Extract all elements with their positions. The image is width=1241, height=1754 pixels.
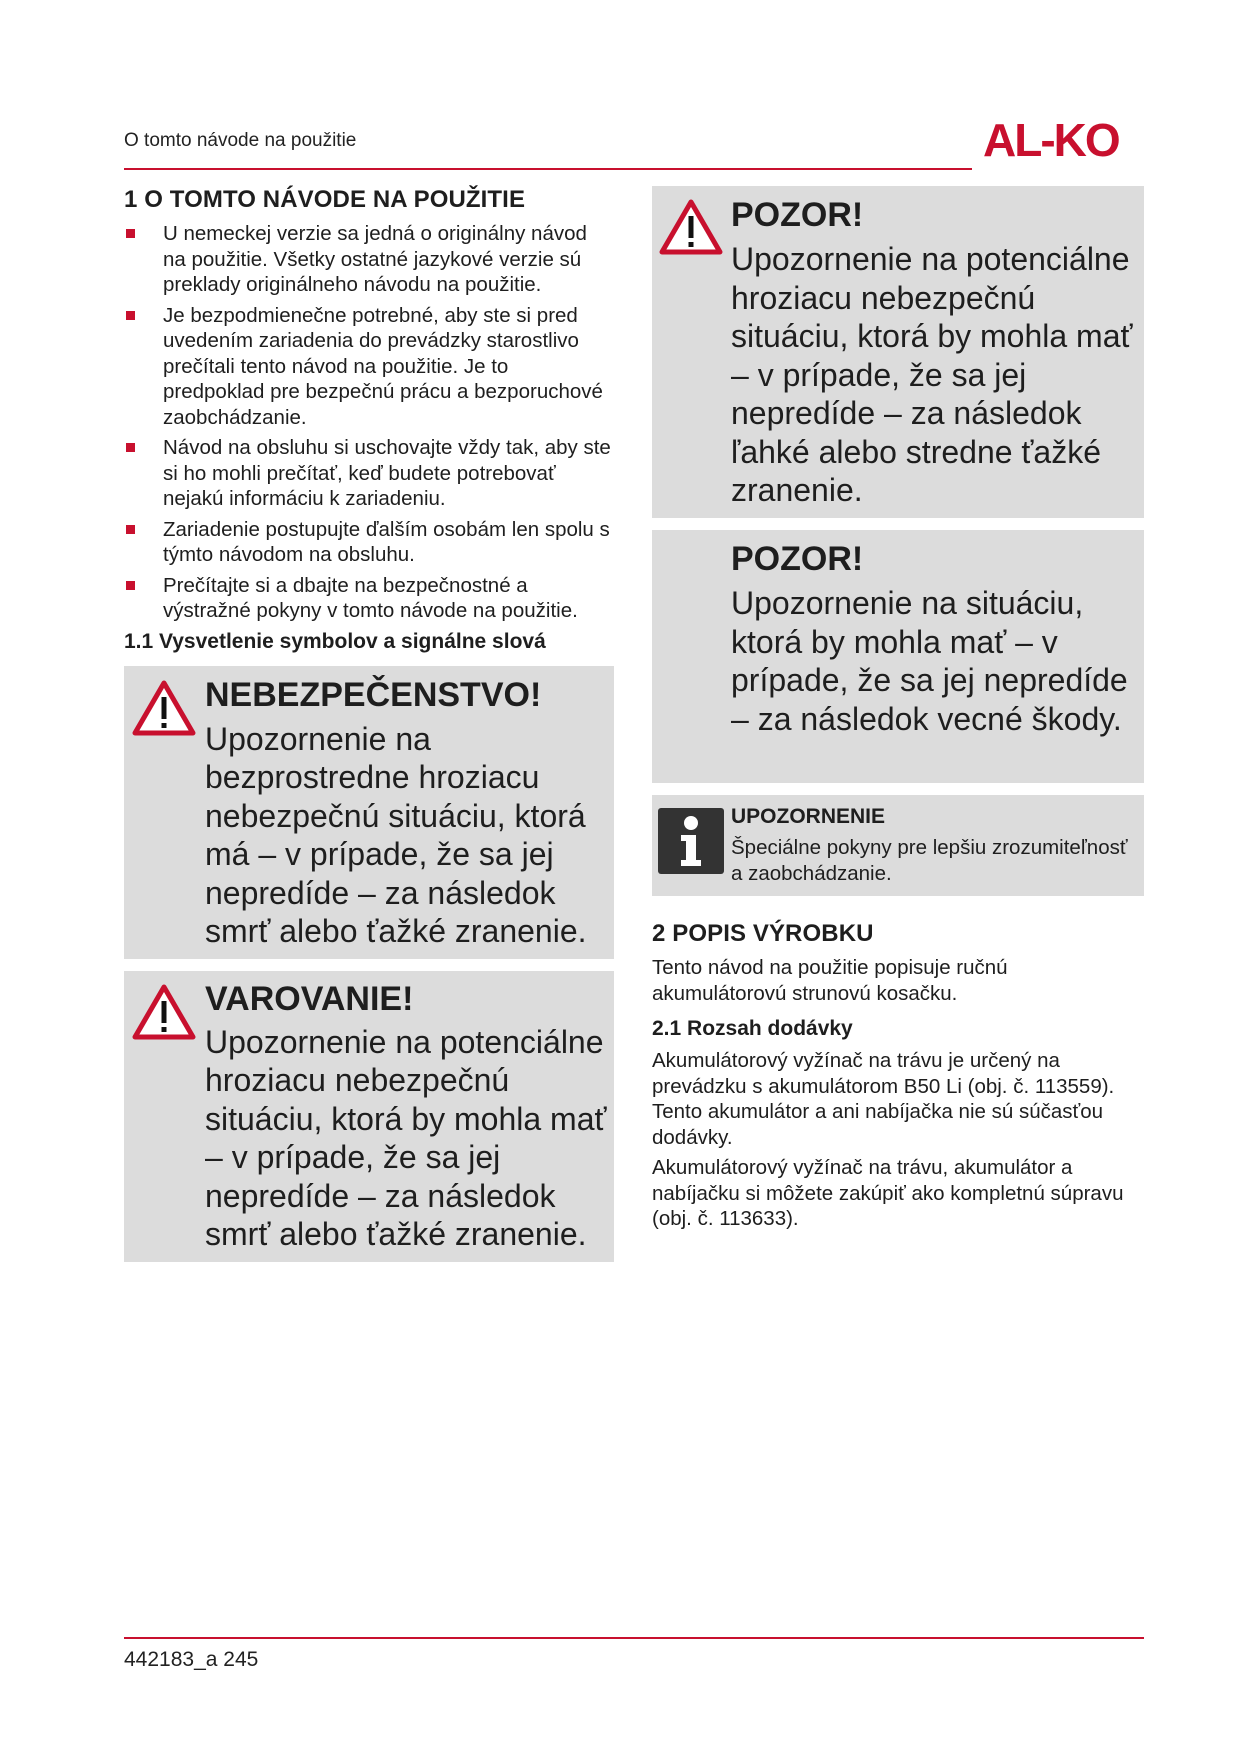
caution-title: POZOR!	[731, 196, 864, 234]
bullet-item	[124, 303, 614, 431]
caution-text: Upozornenie na potenciálne hroziacu nebezpečnú situáciu, ktorá by mohla mať – v prípade, že sa jej nepredíde – za následok ľahké alebo stredne ťažké zranenie.	[731, 241, 1133, 508]
page-header-title: O tomto návode na použitie	[124, 130, 357, 151]
bullet-text: Zariadenie postupujte ďalším osobám len spolu s týmto návodom na obsluhu.	[163, 517, 610, 566]
danger-title: NEBEZPEČENSTVO!	[205, 675, 542, 714]
section-2-1-paragraph: Akumulátorový vyžínač na trávu je určený na prevádzku s akumulátorom B50 Li (obj. č. 113559). Tento akumulátor a ani nabíjačka nie sú súčasťou dodávky.	[652, 1049, 1115, 1149]
alko-logo	[983, 116, 1143, 162]
right-column	[652, 186, 1144, 1232]
danger-text: Upozornenie na bezprostredne hroziacu nebezpečnú situáciu, ktorá má – v prípade, že sa jej nepredíde – za následok smrť alebo ťažké zranenie.	[205, 720, 587, 949]
bullet-item	[124, 435, 614, 512]
section-2-intro: Tento návod na použitie popisuje ručnú akumulátorovú strunovú kosačku.	[652, 956, 1008, 1005]
warning-text: Upozornenie na potenciálne hroziacu nebezpečnú situáciu, ktorá by mohla mať – v prípade, že sa jej nepredíde – za následok smrť alebo ťažké zranenie.	[205, 1023, 607, 1252]
section-1-bullet-list	[124, 221, 614, 624]
warning-triangle-icon	[131, 679, 197, 737]
header-rule	[124, 168, 972, 170]
left-column	[124, 186, 614, 1262]
section-1-heading: 1 O TOMTO NÁVODE NA POUŽITIE	[124, 186, 526, 213]
bullet-text: Prečítajte si a dbajte na bezpečnostné a výstražné pokyny v tomto návode na použitie.	[163, 573, 578, 622]
section-2-1-paragraph: Akumulátorový vyžínač na trávu, akumulátor a nabíjačku si môžete zakúpiť ako kompletnú súpravu (obj. č. 113633).	[652, 1156, 1124, 1230]
info-icon	[658, 808, 724, 874]
bullet-item	[124, 517, 614, 568]
caution-property-title: POZOR!	[731, 540, 864, 578]
bullet-text: Je bezpodmienečne potrebné, aby ste si pred uvedením zariadenia do prevádzky starostlivo prečítali tento návod na použitie. Je to predpoklad pre bezpečnú prácu a bezporuchové zaobchádzanie.	[163, 303, 603, 429]
bullet-square-icon	[126, 229, 135, 238]
bullet-square-icon	[126, 311, 135, 320]
info-notice-box	[652, 795, 1144, 896]
bullet-square-icon	[126, 581, 135, 590]
bullet-square-icon	[126, 443, 135, 452]
page-footer-number: 442183_a 245	[124, 1648, 259, 1671]
section-1-1-heading: 1.1 Vysvetlenie symbolov a signálne slová	[124, 629, 546, 653]
bullet-item	[124, 573, 614, 624]
bullet-square-icon	[126, 525, 135, 534]
footer-rule	[124, 1637, 1144, 1639]
svg-text:AL-KO: AL-KO	[983, 116, 1119, 162]
warning-title: VAROVANIE!	[205, 979, 414, 1018]
caution-property-text: Upozornenie na situáciu, ktorá by mohla mať – v prípade, že sa jej nepredíde – za následok vecné škody.	[731, 585, 1128, 737]
caution-notice-box	[652, 186, 1144, 518]
bullet-text: Návod na obsluhu si uschovajte vždy tak, aby ste si ho mohli prečítať, keď budete potrebovať nejakú informáciu k zariadeniu.	[163, 436, 611, 510]
info-title: UPOZORNENIE	[731, 805, 886, 828]
warning-triangle-icon	[658, 198, 724, 256]
section-2-heading: 2 POPIS VÝROBKU	[652, 920, 874, 947]
bullet-item	[124, 221, 614, 298]
warning-notice-box	[124, 971, 614, 1262]
caution-property-notice-box	[652, 530, 1144, 783]
bullet-text: U nemeckej verzie sa jedná o originálny návod na použitie. Všetky ostatné jazykové verzie sú preklady originálneho návodu na použitie.	[163, 222, 587, 296]
danger-notice-box	[124, 666, 614, 959]
section-2-1-heading: 2.1 Rozsah dodávky	[652, 1017, 853, 1040]
info-text: Špeciálne pokyny pre lepšiu zrozumiteľnosť a zaobchádzanie.	[731, 836, 1128, 885]
warning-triangle-icon	[131, 983, 197, 1041]
